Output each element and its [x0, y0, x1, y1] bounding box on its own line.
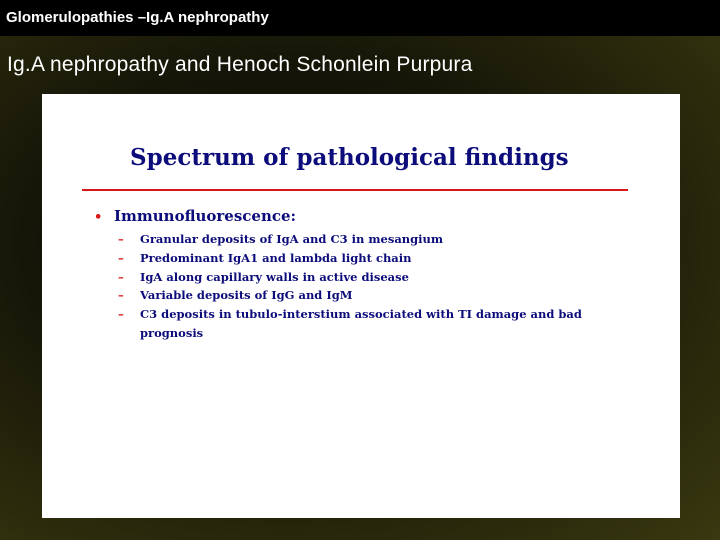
bullet-label: Immunofluorescence:: [114, 207, 297, 225]
content-image-panel: [42, 94, 680, 518]
list-item: [118, 249, 600, 268]
dash-icon: –: [118, 232, 124, 246]
dash-icon: –: [118, 307, 124, 322]
list-item-text: IgA along capillary walls in active disease: [140, 269, 409, 284]
list-item-text: Variable deposits of IgG and IgM: [140, 288, 353, 303]
header-bar: [0, 0, 720, 36]
dash-icon: –: [118, 250, 124, 265]
bullet-immunofluorescence: [94, 206, 296, 225]
list-item: [118, 268, 600, 287]
list-item-text: Predominant IgA1 and lambda light chain: [140, 250, 412, 265]
list-item: [118, 305, 600, 343]
finding-list: [118, 230, 600, 343]
list-item-text: C3 deposits in tubulo-interstium associated with TI damage and bad prognosis: [140, 307, 582, 340]
dash-icon: –: [118, 269, 124, 284]
header-title: Glomerulopathies –Ig.A nephropathy: [6, 9, 269, 26]
dash-icon: –: [118, 288, 124, 303]
list-item-text: Granular deposits of IgA and C3 in mesangium: [140, 232, 444, 246]
heading-divider: [82, 189, 628, 191]
bullet-icon: •: [94, 210, 103, 225]
slide-title: Ig.A nephropathy and Henoch Schonlein Purpura: [7, 53, 473, 76]
panel-heading: Spectrum of pathological findings: [130, 144, 569, 171]
list-item: [118, 286, 600, 305]
list-item: [118, 230, 600, 249]
